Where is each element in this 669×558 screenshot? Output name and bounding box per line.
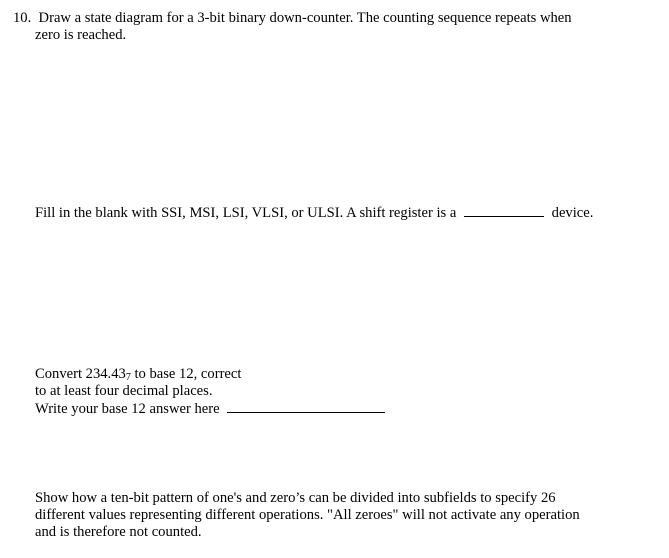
question-10-line-2: zero is reached. [35, 27, 127, 43]
question-10-text: Draw a state diagram for a 3-bit binary down-counter. The counting sequence repeats when [38, 10, 572, 26]
conversion-number-text: Convert 234.43 [35, 366, 126, 382]
subfield-line-2: different values representing different operations. "All zeroes" will not activate any operation [35, 507, 580, 523]
question-10 [13, 10, 572, 44]
conversion-answer-prompt: Write your base 12 answer here [35, 401, 220, 417]
fill-in-blank-question [35, 204, 593, 222]
question-10-line-1 [13, 10, 572, 27]
subfield-question [35, 490, 580, 541]
conversion-line-2: to at least four decimal places. [35, 383, 213, 399]
question-number: 10. [13, 10, 32, 26]
shift-register-answer-blank[interactable] [464, 204, 544, 217]
fill-in-blank-prompt: Fill in the blank with SSI, MSI, LSI, VLSI, or ULSI. A shift register is a [35, 205, 457, 221]
subfield-line-3: and is therefore not counted. [35, 524, 202, 540]
fill-in-blank-suffix: device. [551, 205, 594, 221]
conversion-target-text: to base 12, correct [130, 366, 242, 382]
base-12-answer-blank[interactable] [227, 400, 385, 413]
base-subscript: 7 [125, 372, 131, 383]
conversion-line-3 [35, 400, 385, 418]
conversion-question [35, 366, 385, 418]
conversion-line-1 [35, 366, 385, 383]
subfield-line-1: Show how a ten-bit pattern of one's and zero’s can be divided into subfields to specify 26 [35, 490, 556, 506]
